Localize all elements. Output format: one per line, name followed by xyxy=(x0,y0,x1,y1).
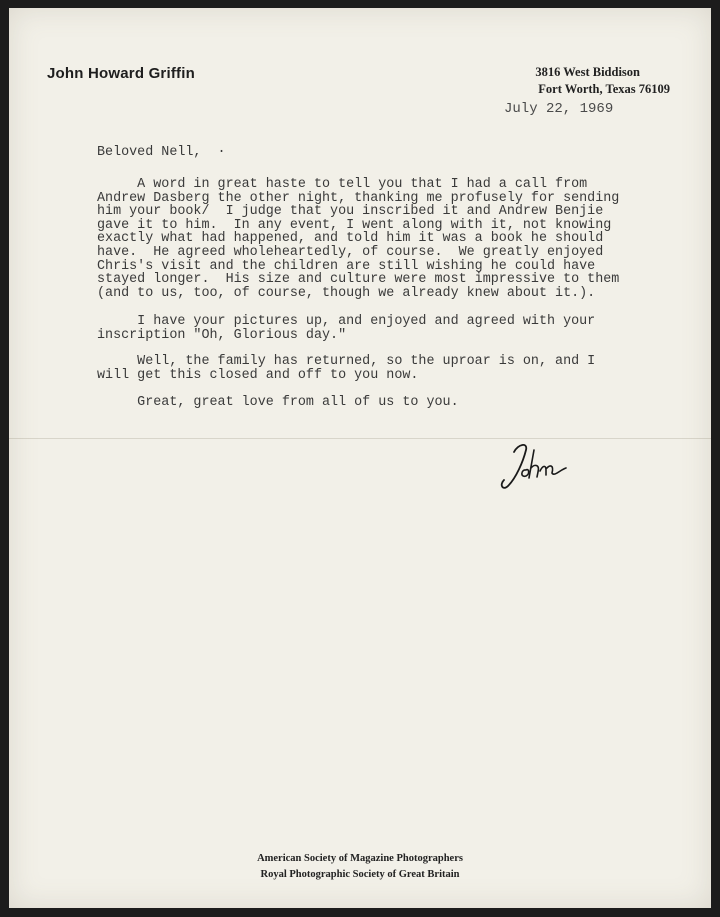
letter-page xyxy=(9,8,711,908)
letter-date: July 22, 1969 xyxy=(504,101,614,117)
letterhead-footer xyxy=(0,851,720,883)
address-city: Fort Worth, Texas 76109 xyxy=(538,82,670,96)
footer-line-2: Royal Photographic Society of Great Britain xyxy=(260,869,460,880)
fold-line xyxy=(9,438,711,439)
salutation: Beloved Nell, · xyxy=(97,145,226,160)
address-street: 3816 West Biddison xyxy=(535,65,640,79)
paragraph-2: I have your pictures up, and enjoyed and agreed with your inscription "Oh, Glorious day." xyxy=(97,314,596,343)
letterhead-name: John Howard Griffin xyxy=(47,65,195,82)
paragraph-3: Well, the family has returned, so the uproar is on, and I will get this closed and off to you now. xyxy=(97,354,596,383)
paragraph-1: A word in great haste to tell you that I had a call from Andrew Dasberg the other night, thanking me profusely for sending him your book/ I judge that you inscribed it and Andrew Benjie gave it to him. In any event, I went along with it, not knowing exactly what had happened, and told him it was a book he should have. He agreed wholeheartedly, of course. We greatly enjoyed Chris's visit and the children are still wishing he could have stayed longer. His size and culture were most impressive to them (and to us, too, of course, though we already knew about it.). xyxy=(97,177,620,301)
footer-line-1: American Society of Magazine Photographers xyxy=(257,853,463,864)
letterhead-address xyxy=(535,64,670,98)
handwritten-signature xyxy=(496,438,576,494)
paragraph-4: Great, great love from all of us to you. xyxy=(97,395,459,410)
